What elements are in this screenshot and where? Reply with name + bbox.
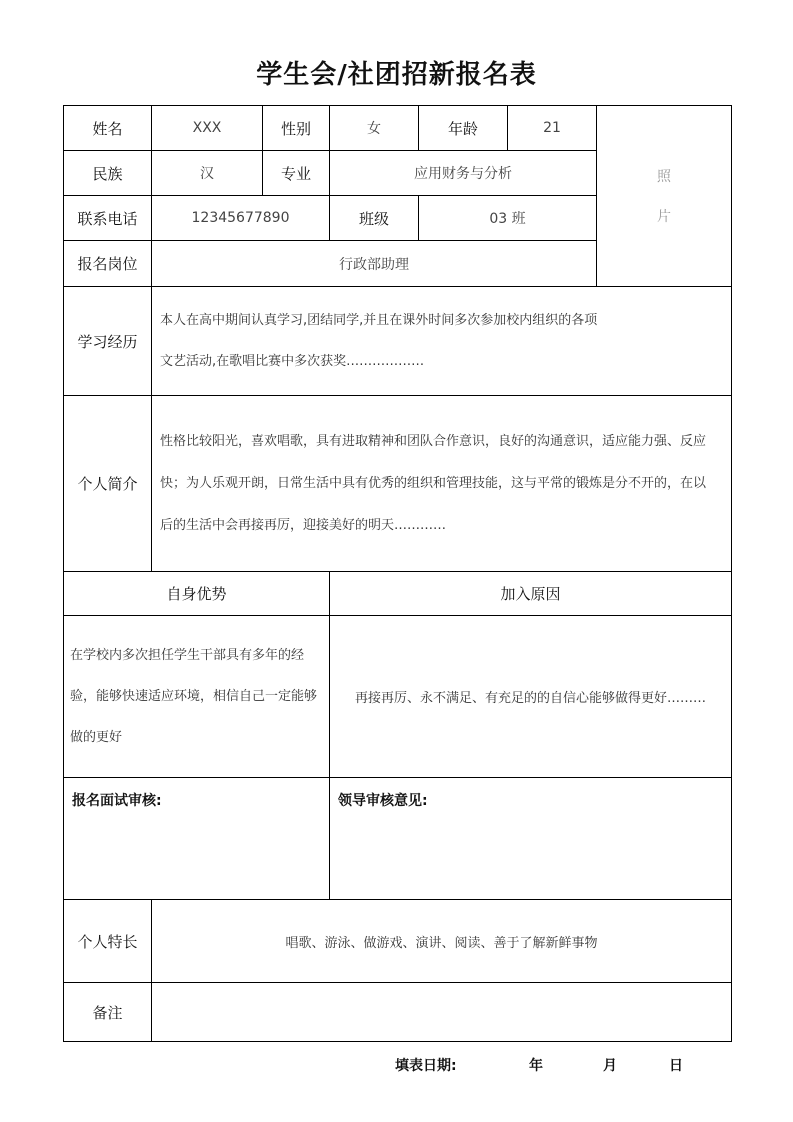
label-specialty: 个人特长 [64, 900, 152, 983]
registration-form [63, 105, 732, 1042]
label-intro: 个人简介 [64, 396, 152, 572]
label-class: 班级 [330, 196, 419, 241]
label-study: 学习经历 [64, 287, 152, 396]
label-interview-review[interactable]: 报名面试审核: [64, 778, 330, 900]
value-study[interactable] [152, 287, 731, 396]
intro-line-1: 性格比较阳光，喜欢唱歌，具有进取精神和团队合作意识，良好的沟通意识，适应能力强、反应 [160, 433, 707, 449]
study-line-2: 文艺活动,在歌唱比赛中多次获奖……………… [160, 354, 425, 369]
value-class[interactable]: 03 班 [419, 196, 597, 241]
photo-box[interactable] [597, 106, 731, 287]
value-specialty[interactable]: 唱歌、游泳、做游戏、演讲、阅读、善于了解新鲜事物 [152, 900, 731, 983]
intro-line-2: 快；为人乐观开朗，日常生活中具有优秀的组织和管理技能，这与平常的锻炼是分不开的，在以 [160, 475, 707, 491]
label-leader-review[interactable]: 领导审核意见: [330, 778, 731, 900]
strengths-line-2: 验，能够快速适应环境，相信自己一定能够 [70, 689, 318, 704]
value-remarks[interactable] [152, 983, 731, 1041]
label-age: 年龄 [419, 106, 508, 151]
label-strengths: 自身优势 [64, 572, 330, 616]
year-label: 年 [529, 1058, 543, 1074]
value-ethnicity[interactable]: 汉 [152, 151, 263, 196]
day-label: 日 [669, 1058, 683, 1074]
photo-char-2: 片 [657, 209, 671, 225]
label-position: 报名岗位 [64, 241, 152, 287]
value-gender[interactable]: 女 [330, 106, 419, 151]
value-strengths[interactable] [64, 616, 330, 778]
strengths-line-3: 做的更好 [70, 730, 123, 745]
label-remarks: 备注 [64, 983, 152, 1041]
form-title: 学生会/社团招新报名表 [256, 60, 537, 90]
label-gender: 性别 [263, 106, 330, 151]
month-label: 月 [603, 1058, 617, 1074]
value-major[interactable]: 应用财务与分析 [330, 151, 597, 196]
label-ethnicity: 民族 [64, 151, 152, 196]
value-reason[interactable]: 再接再厉、永不满足、有充足的的自信心能够做得更好……… [330, 616, 731, 778]
label-major: 专业 [263, 151, 330, 196]
strengths-line-1: 在学校内多次担任学生干部具有多年的经 [70, 648, 305, 663]
label-name: 姓名 [64, 106, 152, 151]
value-age[interactable]: 21 [508, 106, 597, 151]
photo-char-1: 照 [657, 169, 671, 185]
fill-date-label: 填表日期: [395, 1058, 457, 1074]
value-phone[interactable]: 12345677890 [152, 196, 330, 241]
value-position[interactable]: 行政部助理 [152, 241, 597, 287]
label-phone: 联系电话 [64, 196, 152, 241]
value-intro[interactable] [152, 396, 731, 572]
value-name[interactable]: XXX [152, 106, 263, 151]
intro-line-3: 后的生活中会再接再厉，迎接美好的明天………… [160, 517, 447, 533]
label-reason: 加入原因 [330, 572, 731, 616]
study-line-1: 本人在高中期间认真学习,团结同学,并且在课外时间多次参加校内组织的各项 [160, 313, 598, 328]
